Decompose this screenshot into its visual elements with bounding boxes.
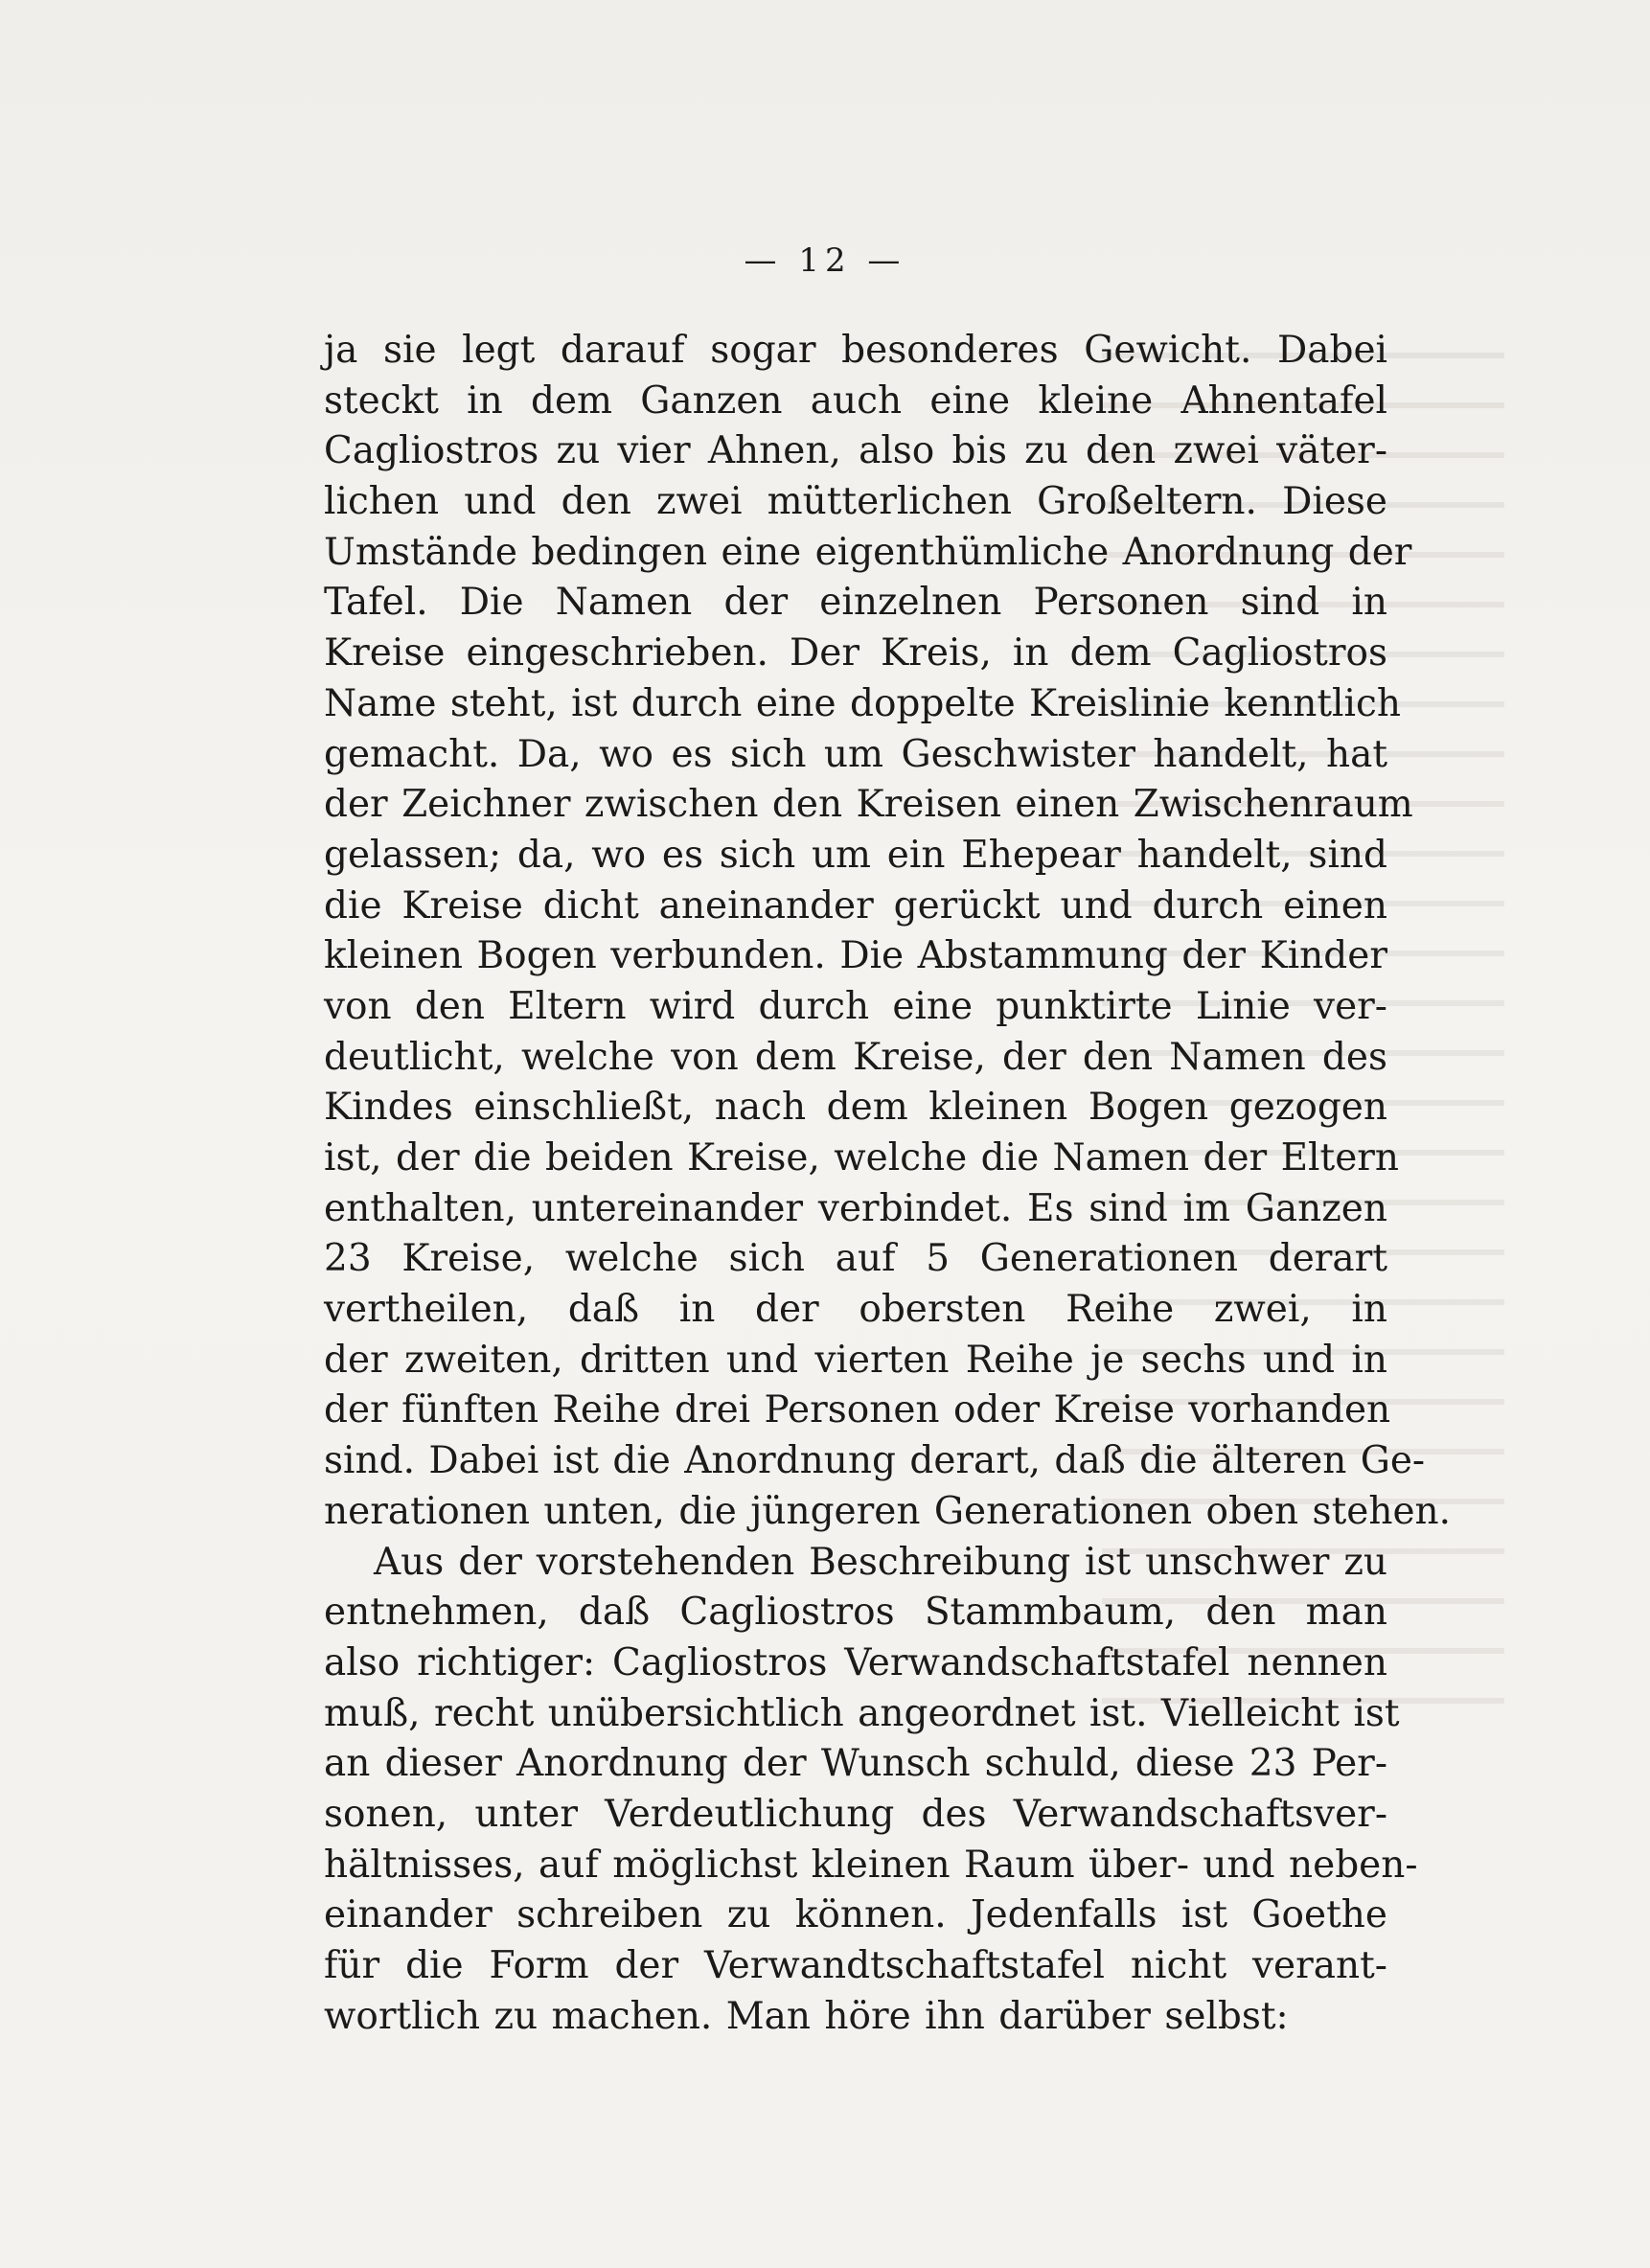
text-line: lichen und den zwei mütterlichen Großeltern. Diese xyxy=(324,480,1387,524)
text-line: Umstände bedingen eine eigenthümliche Anordnung der xyxy=(324,530,1412,574)
text-line: Kreise eingeschrieben. Der Kreis, in dem Cagliostros xyxy=(324,631,1387,676)
text-line: gemacht. Da, wo es sich um Geschwister handelt, hat xyxy=(324,732,1387,776)
text-line: 23 Kreise, welche sich auf 5 Generationen derart xyxy=(324,1237,1387,1281)
text-line: kleinen Bogen verbunden. Die Abstammung der Kinder xyxy=(324,934,1387,978)
text-line: sonen, unter Verdeutlichung des Verwandschaftsver- xyxy=(324,1792,1387,1836)
text-line: Tafel. Die Namen der einzelnen Personen sind in xyxy=(324,581,1387,625)
text-line: entnehmen, daß Cagliostros Stammbaum, den man xyxy=(324,1591,1387,1635)
text-line: die Kreise dicht aneinander gerückt und durch einen xyxy=(324,883,1387,928)
text-line: für die Form der Verwandtschaftstafel nicht verant- xyxy=(324,1944,1387,1987)
text-line: Cagliostros zu vier Ahnen, also bis zu den zwei väter- xyxy=(324,429,1387,473)
page-number: — 12 — xyxy=(744,241,906,280)
text-line: einander schreiben zu können. Jedenfalls ist Goethe xyxy=(324,1893,1387,1937)
text-line: enthalten, untereinander verbindet. Es sind im Ganzen xyxy=(324,1186,1387,1230)
text-line: deutlicht, welche von dem Kreise, der den Namen des xyxy=(324,1035,1387,1079)
text-line: sind. Dabei ist die Anordnung derart, daß die älteren Ge- xyxy=(324,1439,1426,1483)
text-line: Name steht, ist durch eine doppelte Kreislinie kenntlich xyxy=(324,681,1401,725)
text-line: Aus der vorstehenden Beschreibung ist unschwer zu xyxy=(374,1540,1387,1584)
paragraph-2 xyxy=(324,1538,1418,2043)
text-line: ja sie legt darauf sogar besonderes Gewicht. Dabei xyxy=(324,329,1387,372)
text-line: vertheilen, daß in der obersten Reihe zwei, in xyxy=(324,1288,1387,1332)
body-text xyxy=(324,326,1452,2042)
text-line: Kindes einschließt, nach dem kleinen Bogen gezogen xyxy=(324,1086,1387,1130)
text-line: steckt in dem Ganzen auch eine kleine Ahnentafel xyxy=(324,378,1387,423)
text-line: der zweiten, dritten und vierten Reihe je sechs und in xyxy=(324,1338,1387,1382)
text-line: wortlich zu machen. Man höre ihn darüber selbst: xyxy=(324,1994,1289,2038)
paragraph-1 xyxy=(324,326,1452,1538)
text-line: von den Eltern wird durch eine punktirte Linie ver- xyxy=(324,984,1387,1028)
text-line: nerationen unten, die jüngeren Generationen oben stehen. xyxy=(324,1489,1452,1533)
text-line: gelassen; da, wo es sich um ein Ehepear handelt, sind xyxy=(324,833,1387,877)
text-line: der fünften Reihe drei Personen oder Kreise vorhanden xyxy=(324,1388,1391,1432)
text-line: also richtiger: Cagliostros Verwandschaftstafel nennen xyxy=(324,1640,1387,1684)
text-line: muß, recht unübersichtlich angeordnet ist. Vielleicht ist xyxy=(324,1691,1400,1735)
text-line: ist, der die beiden Kreise, welche die Namen der Eltern xyxy=(324,1136,1400,1180)
text-line: hältnisses, auf möglichst kleinen Raum über- und neben- xyxy=(324,1843,1418,1887)
text-line: der Zeichner zwischen den Kreisen einen Zwischenraum xyxy=(324,783,1413,827)
text-line: an dieser Anordnung der Wunsch schuld, diese 23 Per- xyxy=(324,1742,1387,1786)
